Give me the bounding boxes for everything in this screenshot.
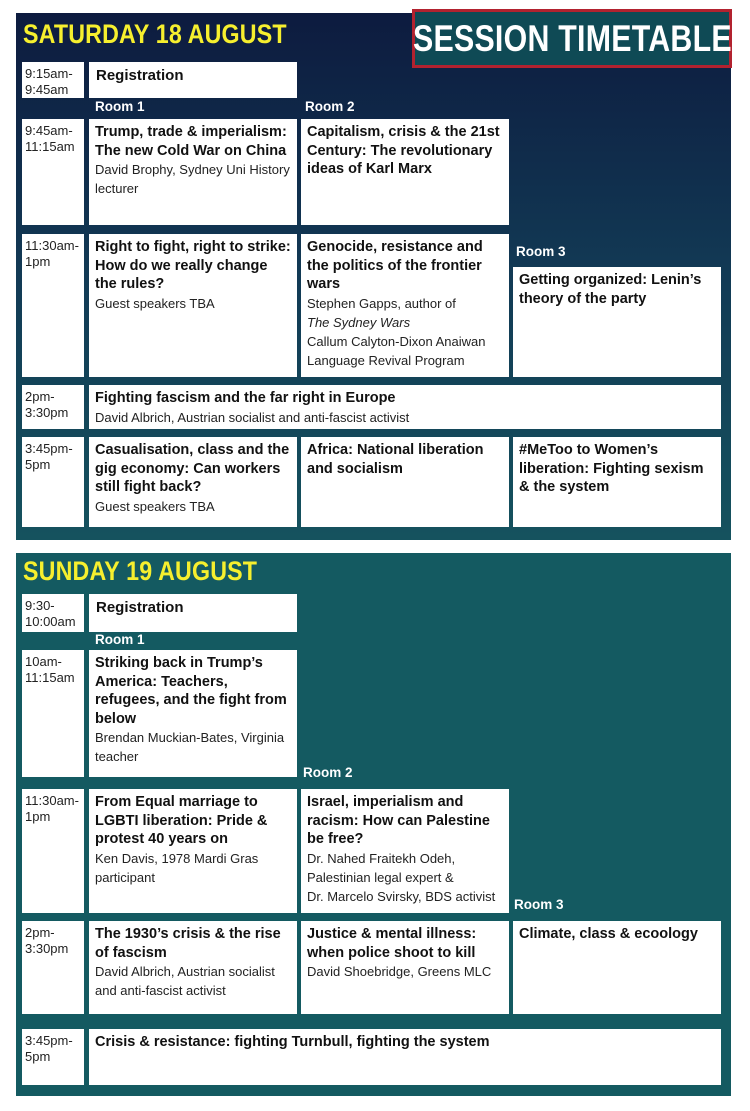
session-speaker: Brendan Muckian-Bates, Virginia teacher [95, 730, 285, 764]
session-cell [89, 1029, 721, 1085]
session-speaker: David Brophy, Sydney Uni History lecturer [95, 162, 290, 196]
session-title: Getting organized: Lenin’s theory of the party [519, 272, 702, 307]
session-title: Crisis & resistance: fighting Turnbull, fighting the system [95, 1034, 490, 1050]
session-cell [301, 437, 509, 527]
session-cell [513, 267, 721, 377]
session-title: Justice & mental illness: when police shoot to kill [307, 926, 477, 961]
session-title: Climate, class & ecoology [519, 926, 698, 942]
session-title: Fighting fascism and the far right in Europe [95, 390, 396, 406]
sunday-panel [16, 553, 731, 1096]
session-cell [89, 921, 297, 1014]
time-cell: 3:45pm-5pm [22, 1029, 84, 1085]
saturday-heading: SATURDAY 18 AUGUST [23, 19, 287, 49]
session-speaker: Callum Calyton-Dixon Anaiwan Language Revival Program [307, 333, 486, 368]
session-speaker: Stephen Gapps, author of [307, 295, 456, 311]
time-cell: 2pm-3:30pm [22, 385, 84, 429]
room-3-label: Room 3 [514, 897, 564, 912]
session-title: Right to fight, right to strike: How do we really change the rules? [95, 239, 291, 292]
session-title: Striking back in Trump’s America: Teachers, refugees, and the fight from below [95, 655, 287, 727]
session-cell [89, 437, 297, 527]
session-title: Israel, imperialism and racism: How can Palestine be free? [307, 794, 490, 847]
registration-cell: Registration [89, 594, 297, 632]
room-3-label: Room 3 [516, 244, 566, 259]
session-cell [89, 789, 297, 913]
session-timetable-banner: SESSION TIMETABLE [412, 9, 732, 68]
time-cell: 3:45pm-5pm [22, 437, 84, 527]
session-speaker: Dr. Nahed Fraitekh Odeh, Palestinian legal expert & [307, 850, 456, 885]
registration-cell: Registration [89, 62, 297, 98]
session-title: Trump, trade & imperialism: The new Cold War on China [95, 124, 287, 159]
time-cell: 2pm-3:30pm [22, 921, 84, 1014]
saturday-panel [16, 13, 731, 540]
session-speaker: David Albrich, Austrian socialist and anti-fascist activist [95, 409, 410, 425]
session-speaker: Guest speakers TBA [95, 295, 215, 311]
session-title: Genocide, resistance and the politics of the frontier wars [307, 239, 483, 292]
room-2-label: Room 2 [303, 765, 353, 780]
session-cell [89, 234, 297, 377]
session-cell [89, 385, 721, 429]
time-cell: 10am-11:15am [22, 650, 84, 777]
time-cell: 9:15am-9:45am [22, 62, 84, 98]
session-cell [301, 234, 509, 377]
session-speaker: Ken Davis, 1978 Mardi Gras participant [95, 850, 259, 885]
session-speaker: David Albrich, Austrian socialist and anti-fascist activist [95, 964, 275, 998]
time-cell: 11:30am-1pm [22, 234, 84, 377]
session-title: Casualisation, class and the gig economy: Can workers still fight back? [95, 442, 290, 495]
room-1-label: Room 1 [95, 632, 145, 647]
session-cell [301, 789, 509, 913]
session-speaker: Guest speakers TBA [95, 498, 215, 514]
time-cell: 9:30-10:00am [22, 594, 84, 632]
session-speaker: Dr. Marcelo Svirsky, BDS activist [307, 888, 496, 904]
session-title: The 1930’s crisis & the rise of fascism [95, 926, 281, 961]
session-speaker: David Shoebridge, Greens MLC [307, 964, 492, 979]
session-title: Capitalism, crisis & the 21st Century: The revolutionary ideas of Karl Marx [307, 124, 500, 177]
book-title: The Sydney Wars [307, 314, 411, 330]
session-cell [301, 921, 509, 1014]
session-title: From Equal marriage to LGBTI liberation: Pride & protest 40 years on [95, 794, 268, 847]
time-cell: 9:45am-11:15am [22, 119, 84, 225]
room-2-label: Room 2 [305, 99, 355, 114]
session-cell [89, 650, 297, 777]
sunday-heading: SUNDAY 19 AUGUST [23, 556, 258, 586]
session-title: #MeToo to Women’s liberation: Fighting sexism & the system [519, 442, 704, 495]
session-cell [513, 437, 721, 527]
session-title: Africa: National liberation and socialism [307, 442, 484, 477]
room-1-label: Room 1 [95, 99, 145, 114]
time-cell: 11:30am-1pm [22, 789, 84, 913]
session-cell [513, 921, 721, 1014]
session-cell [301, 119, 509, 225]
session-cell [89, 119, 297, 225]
